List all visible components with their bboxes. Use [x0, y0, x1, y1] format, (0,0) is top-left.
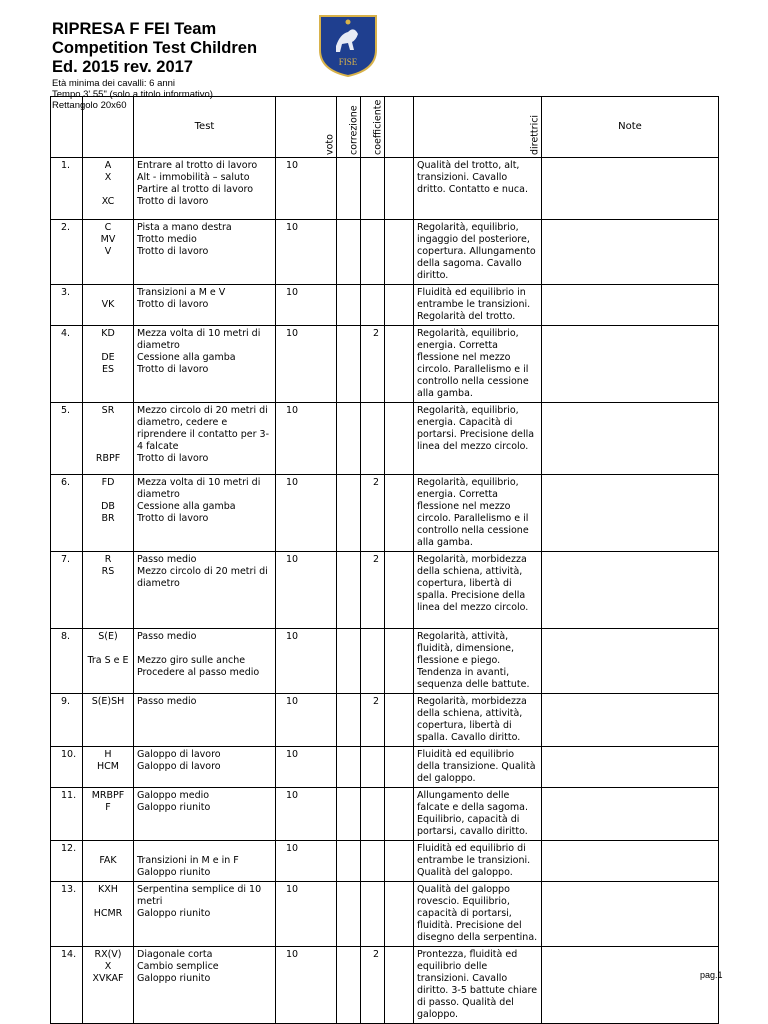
- correction-cell: [337, 882, 361, 947]
- row-number: 13.: [51, 882, 83, 947]
- movement-letters: S(E)SH: [83, 694, 134, 747]
- blank-cell: [385, 403, 414, 475]
- max-score: 10: [276, 403, 337, 475]
- correction-cell: [337, 403, 361, 475]
- table-row: [51, 841, 719, 882]
- notes-cell: [542, 694, 719, 747]
- blank-cell: [385, 158, 414, 220]
- notes-cell: [542, 220, 719, 285]
- header-test: Test: [134, 97, 276, 158]
- movement-letters: R RS: [83, 552, 134, 629]
- movement-letters: FD DB BR: [83, 475, 134, 552]
- table-row: [51, 788, 719, 841]
- correction-cell: [337, 629, 361, 694]
- coefficient: [361, 629, 385, 694]
- notes-cell: [542, 475, 719, 552]
- movement-letters: H HCM: [83, 747, 134, 788]
- row-number: 2.: [51, 220, 83, 285]
- header-voto: voto: [276, 97, 337, 158]
- coefficient: [361, 220, 385, 285]
- blank-cell: [385, 747, 414, 788]
- notes-cell: [542, 747, 719, 788]
- blank-cell: [385, 882, 414, 947]
- table-row: [51, 629, 719, 694]
- movement-description: Passo medio: [134, 694, 276, 747]
- movement-description: Diagonale corta Cambio semplice Galoppo riunito: [134, 947, 276, 1024]
- movement-description: Galoppo di lavoro Galoppo di lavoro: [134, 747, 276, 788]
- notes-cell: [542, 947, 719, 1024]
- coefficient: 2: [361, 475, 385, 552]
- movement-letters: RX(V) X XVKAF: [83, 947, 134, 1024]
- test-table: [50, 96, 719, 1024]
- row-number: 5.: [51, 403, 83, 475]
- table-row: [51, 947, 719, 1024]
- coefficient: 2: [361, 694, 385, 747]
- max-score: 10: [276, 552, 337, 629]
- row-number: 9.: [51, 694, 83, 747]
- blank-cell: [385, 552, 414, 629]
- fise-logo: [312, 12, 384, 78]
- movement-letters: C MV V: [83, 220, 134, 285]
- correction-cell: [337, 552, 361, 629]
- blank-cell: [385, 326, 414, 403]
- directives: Regolarità, equilibrio, ingaggio del posteriore, copertura. Allungamento della sagoma. Cavallo diritto.: [414, 220, 542, 285]
- notes-cell: [542, 285, 719, 326]
- row-number: 4.: [51, 326, 83, 403]
- min-age: Età minima dei cavalli: 6 anni: [52, 78, 176, 89]
- blank-cell: [385, 475, 414, 552]
- directives: Qualità del trotto, alt, transizioni. Cavallo dritto. Contatto e nuca.: [414, 158, 542, 220]
- movement-description: Transizioni a M e V Trotto di lavoro: [134, 285, 276, 326]
- max-score: 10: [276, 947, 337, 1024]
- coefficient: 2: [361, 326, 385, 403]
- blank-cell: [385, 788, 414, 841]
- movement-letters: FAK: [83, 841, 134, 882]
- document-title: [52, 20, 257, 77]
- row-number: 6.: [51, 475, 83, 552]
- blank-cell: [385, 629, 414, 694]
- movement-description: Pista a mano destra Trotto medio Trotto di lavoro: [134, 220, 276, 285]
- directives: Prontezza, fluidità ed equilibrio delle transizioni. Cavallo diritto. 3-5 battute chiare di passo. Qualità del galoppo.: [414, 947, 542, 1024]
- row-number: 1.: [51, 158, 83, 220]
- row-number: 14.: [51, 947, 83, 1024]
- max-score: 10: [276, 694, 337, 747]
- directives: Qualità del galoppo rovescio. Equilibrio, capacità di portarsi, fluidità. Precisione del disegno della serpentina.: [414, 882, 542, 947]
- table-row: [51, 882, 719, 947]
- coefficient: [361, 788, 385, 841]
- time: Tempo 3' 55" (solo a titolo informativo): [52, 89, 213, 100]
- directives: Regolarità, equilibrio, energia. Corretta flessione nel mezzo circolo. Parallelismo e il controllo nella cessione alla gamba.: [414, 326, 542, 403]
- directives: Fluidità ed equilibrio di entrambe le transizioni. Qualità del galoppo.: [414, 841, 542, 882]
- notes-cell: [542, 629, 719, 694]
- header-coefficiente: coefficiente: [361, 97, 385, 158]
- max-score: 10: [276, 475, 337, 552]
- correction-cell: [337, 947, 361, 1024]
- movement-description: Mezzo circolo di 20 metri di diametro, cedere e riprendere il contatto per 3-4 falcate Trotto di lavoro: [134, 403, 276, 475]
- blank-cell: [385, 947, 414, 1024]
- movement-letters: VK: [83, 285, 134, 326]
- notes-cell: [542, 841, 719, 882]
- max-score: 10: [276, 158, 337, 220]
- movement-letters: KD DE ES: [83, 326, 134, 403]
- table-row: [51, 285, 719, 326]
- directives: Regolarità, equilibrio, energia. Capacità di portarsi. Precisione della linea del mezzo circolo.: [414, 403, 542, 475]
- correction-cell: [337, 841, 361, 882]
- arena-size: Rettangolo 20x60: [52, 100, 127, 111]
- table-row: [51, 326, 719, 403]
- directives: Fluidità ed equilibrio in entrambe le transizioni. Regolarità del trotto.: [414, 285, 542, 326]
- max-score: 10: [276, 788, 337, 841]
- notes-cell: [542, 552, 719, 629]
- movement-description: Transizioni in M e in F Galoppo riunito: [134, 841, 276, 882]
- directives: Regolarità, attività, fluidità, dimensione, flessione e piego. Tendenza in avanti, sequenza delle battute.: [414, 629, 542, 694]
- table-row: [51, 552, 719, 629]
- movement-description: Entrare al trotto di lavoro Alt - immobilità – saluto Partire al trotto di lavoro Trotto di lavoro: [134, 158, 276, 220]
- table-row: [51, 475, 719, 552]
- max-score: 10: [276, 747, 337, 788]
- correction-cell: [337, 326, 361, 403]
- table-row: [51, 403, 719, 475]
- row-number: 12.: [51, 841, 83, 882]
- row-number: 7.: [51, 552, 83, 629]
- notes-cell: [542, 788, 719, 841]
- directives: Fluidità ed equilibrio della transizione. Qualità del galoppo.: [414, 747, 542, 788]
- movement-letters: KXH HCMR: [83, 882, 134, 947]
- correction-cell: [337, 694, 361, 747]
- table-row: [51, 747, 719, 788]
- movement-description: Mezza volta di 10 metri di diametro Cessione alla gamba Trotto di lavoro: [134, 326, 276, 403]
- title-line-3: Ed. 2015 rev. 2017: [52, 58, 193, 76]
- movement-description: Passo medio Mezzo giro sulle anche Procedere al passo medio: [134, 629, 276, 694]
- correction-cell: [337, 788, 361, 841]
- title-line-2: Competition Test Children: [52, 39, 258, 57]
- movement-letters: S(E) Tra S e E: [83, 629, 134, 694]
- coefficient: [361, 285, 385, 326]
- blank-cell: [385, 841, 414, 882]
- directives: Regolarità, morbidezza della schiena, attività, copertura, libertà di spalla. Cavallo diritto.: [414, 694, 542, 747]
- directives: Regolarità, equilibrio, energia. Corretta flessione nel mezzo circolo. Parallelismo e il controllo nella cessione alla gamba.: [414, 475, 542, 552]
- max-score: 10: [276, 326, 337, 403]
- movement-description: Passo medio Mezzo circolo di 20 metri di diametro: [134, 552, 276, 629]
- directives: Regolarità, morbidezza della schiena, attività, copertura, libertà di spalla. Precisione della linea del mezzo circolo.: [414, 552, 542, 629]
- movement-letters: SR RBPF: [83, 403, 134, 475]
- correction-cell: [337, 747, 361, 788]
- max-score: 10: [276, 285, 337, 326]
- table-row: [51, 220, 719, 285]
- correction-cell: [337, 285, 361, 326]
- table-row: [51, 694, 719, 747]
- notes-cell: [542, 326, 719, 403]
- movement-description: Mezza volta di 10 metri di diametro Cessione alla gamba Trotto di lavoro: [134, 475, 276, 552]
- logo-text: FISE: [338, 57, 358, 67]
- coefficient: [361, 841, 385, 882]
- movement-description: Serpentina semplice di 10 metri Galoppo riunito: [134, 882, 276, 947]
- coefficient: [361, 403, 385, 475]
- coefficient: [361, 747, 385, 788]
- movement-letters: A X XC: [83, 158, 134, 220]
- movement-description: Galoppo medio Galoppo riunito: [134, 788, 276, 841]
- table-header-row: [51, 97, 719, 158]
- blank-cell: [385, 285, 414, 326]
- row-number: 11.: [51, 788, 83, 841]
- directives: Allungamento delle falcate e della sagoma. Equilibrio, capacità di portarsi, cavallo diritto.: [414, 788, 542, 841]
- row-number: 8.: [51, 629, 83, 694]
- coefficient: 2: [361, 552, 385, 629]
- notes-cell: [542, 882, 719, 947]
- table-row: [51, 158, 719, 220]
- row-number: 10.: [51, 747, 83, 788]
- correction-cell: [337, 158, 361, 220]
- max-score: 10: [276, 841, 337, 882]
- header-direttrici: direttrici: [414, 97, 542, 158]
- blank-cell: [385, 694, 414, 747]
- correction-cell: [337, 220, 361, 285]
- page-number: pag.1: [700, 970, 723, 980]
- correction-cell: [337, 475, 361, 552]
- max-score: 10: [276, 220, 337, 285]
- coefficient: [361, 158, 385, 220]
- coefficient: 2: [361, 947, 385, 1024]
- title-line-1: RIPRESA F FEI Team: [52, 20, 217, 38]
- notes-cell: [542, 403, 719, 475]
- max-score: 10: [276, 882, 337, 947]
- movement-letters: MRBPF F: [83, 788, 134, 841]
- header-correzione: correzione: [337, 97, 361, 158]
- header-note: Note: [542, 97, 719, 158]
- notes-cell: [542, 158, 719, 220]
- coefficient: [361, 882, 385, 947]
- row-number: 3.: [51, 285, 83, 326]
- max-score: 10: [276, 629, 337, 694]
- blank-cell: [385, 220, 414, 285]
